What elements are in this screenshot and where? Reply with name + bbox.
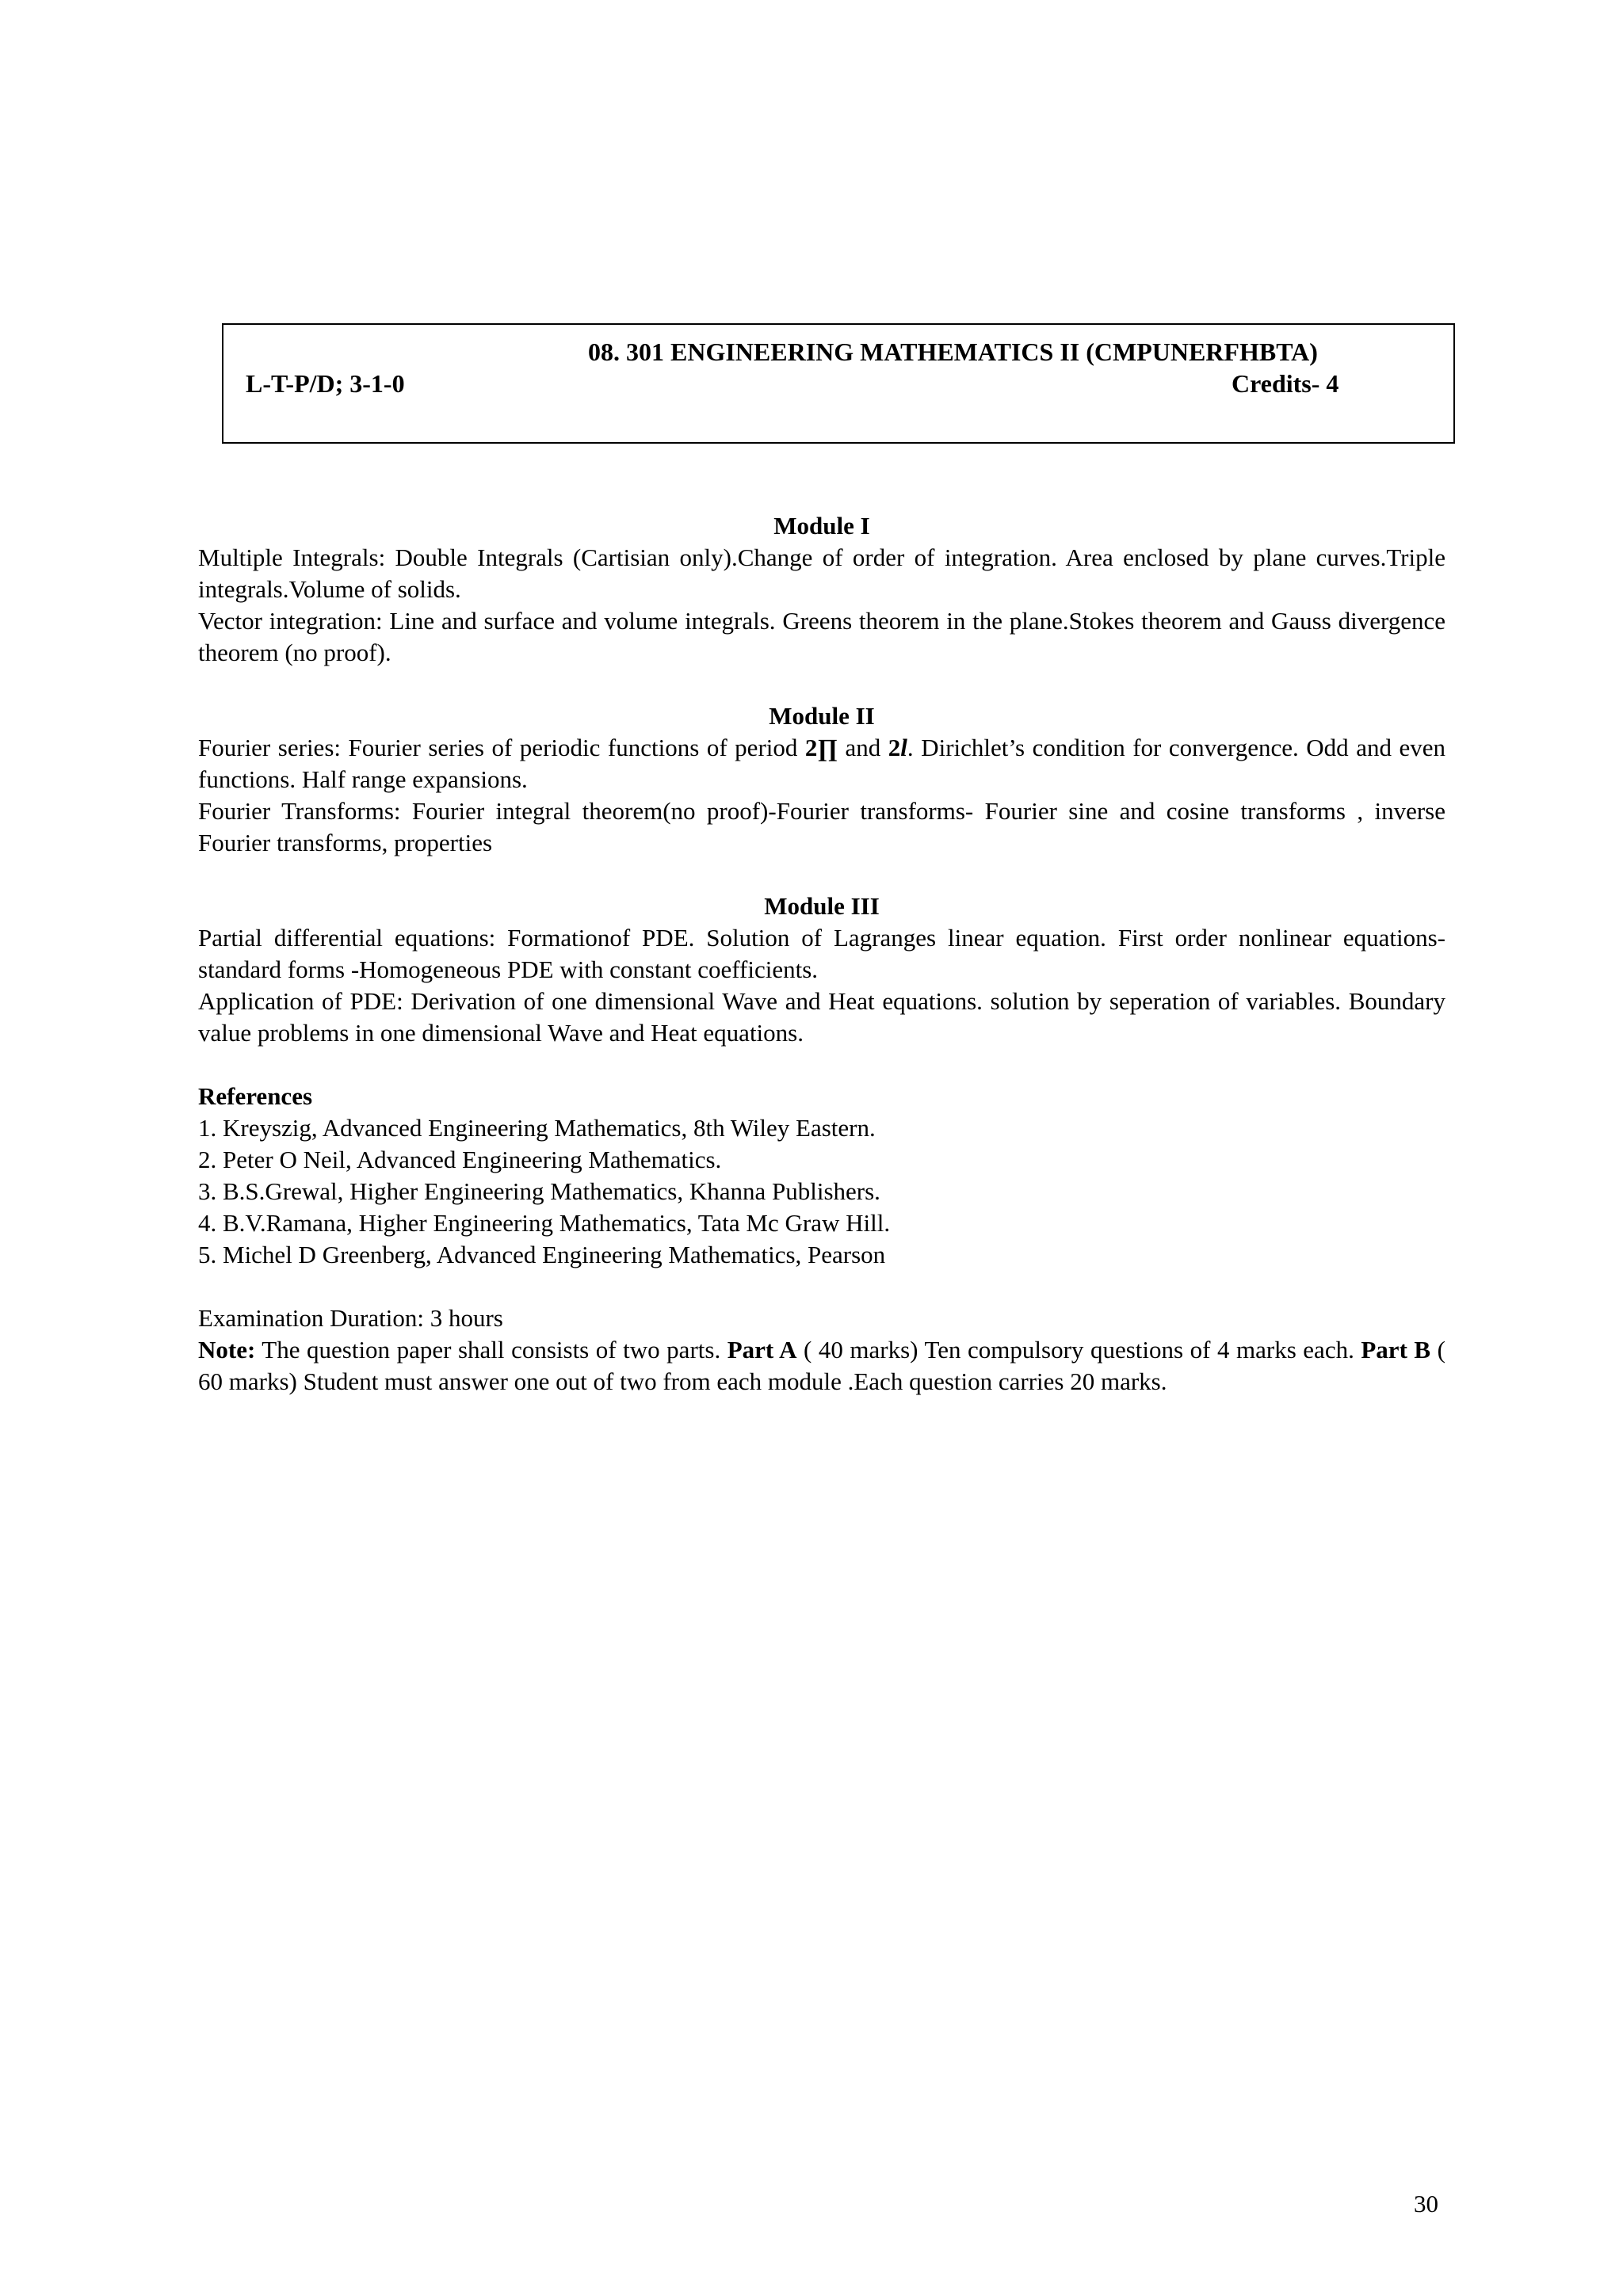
syllabus-content: [198, 510, 1445, 1398]
module-paragraph: Fourier Transforms: Fourier integral theorem(no proof)-Fourier transforms- Fourier sine and cosine transforms , inverse Fourier transforms, properties: [198, 797, 1445, 856]
reference-item: 4. B.V.Ramana, Higher Engineering Mathematics, Tata Mc Graw Hill.: [198, 1209, 891, 1237]
exam-duration: Examination Duration: 3 hours: [198, 1304, 503, 1332]
course-header-box: [222, 323, 1455, 444]
references-list: [198, 1112, 1445, 1271]
course-title: 08. 301 ENGINEERING MATHEMATICS II (CMPUNERFHBTA): [588, 338, 1318, 366]
part-b-label: Part B: [1361, 1336, 1431, 1363]
spacer: [198, 859, 1445, 891]
reference-item: 3. B.S.Grewal, Higher Engineering Mathematics, Khanna Publishers.: [198, 1177, 880, 1205]
module-heading: Module II: [769, 702, 875, 730]
reference-item: 2. Peter O Neil, Advanced Engineering Mathematics.: [198, 1146, 722, 1173]
credits: Credits- 4: [1232, 369, 1339, 398]
text-run: ( 40 marks) Ten compulsory questions of 4 marks each.: [796, 1336, 1361, 1363]
examination-info: [198, 1302, 1445, 1398]
references-heading: References: [198, 1082, 313, 1110]
text-run: . Dirichlet’s condition for convergence. Odd and even functions. Half range expansions.: [198, 734, 1446, 793]
module-paragraph: Partial differential equations: Formationof PDE. Solution of Lagranges linear equation. First order nonlinear equations-standard forms -Homogeneous PDE with constant coefficients.: [198, 924, 1445, 983]
note-label: Note:: [198, 1336, 256, 1363]
spacer: [198, 669, 1445, 700]
module-1: [198, 510, 1445, 669]
spacer: [198, 1049, 1445, 1081]
period-2l-variable: l: [900, 734, 907, 761]
text-run: The question paper shall consists of two parts.: [255, 1336, 727, 1363]
module-paragraph: [198, 732, 1445, 795]
module-paragraph: Multiple Integrals: Double Integrals (Cartisian only).Change of order of integration. Area enclosed by plane curves.Triple integrals.Volume of solids.: [198, 543, 1445, 603]
module-paragraph: Vector integration: Line and surface and volume integrals. Greens theorem in the plane.Stokes theorem and Gauss divergence theorem (no proof).: [198, 607, 1445, 666]
module-2: [198, 700, 1445, 859]
text-run: Fourier series: Fourier series of periodic functions of period: [198, 734, 805, 761]
text-run: and: [837, 734, 888, 761]
reference-item: 5. Michel D Greenberg, Advanced Engineering Mathematics, Pearson: [198, 1241, 886, 1268]
reference-item: 1. Kreyszig, Advanced Engineering Mathematics, 8th Wiley Eastern.: [198, 1114, 876, 1142]
period-2l-number: 2: [888, 734, 901, 761]
module-3: [198, 891, 1445, 1049]
part-a-label: Part A: [727, 1336, 797, 1363]
module-heading: Module I: [773, 512, 870, 540]
ltp-scheme: L-T-P/D; 3-1-0: [246, 369, 405, 398]
exam-note: [198, 1334, 1445, 1398]
references: [198, 1081, 1445, 1271]
period-2pi: 2∏: [804, 734, 838, 761]
module-paragraph: Application of PDE: Derivation of one dimensional Wave and Heat equations. solution by seperation of variables. Boundary value problems in one dimensional Wave and Heat equations.: [198, 987, 1445, 1047]
spacer: [198, 1271, 1445, 1302]
module-heading: Module III: [764, 892, 880, 920]
text-run: ( 60 marks) Student must answer one out of two from each module .Each question carries 20 marks.: [198, 1336, 1445, 1395]
page-number: 30: [1414, 2190, 1438, 2218]
